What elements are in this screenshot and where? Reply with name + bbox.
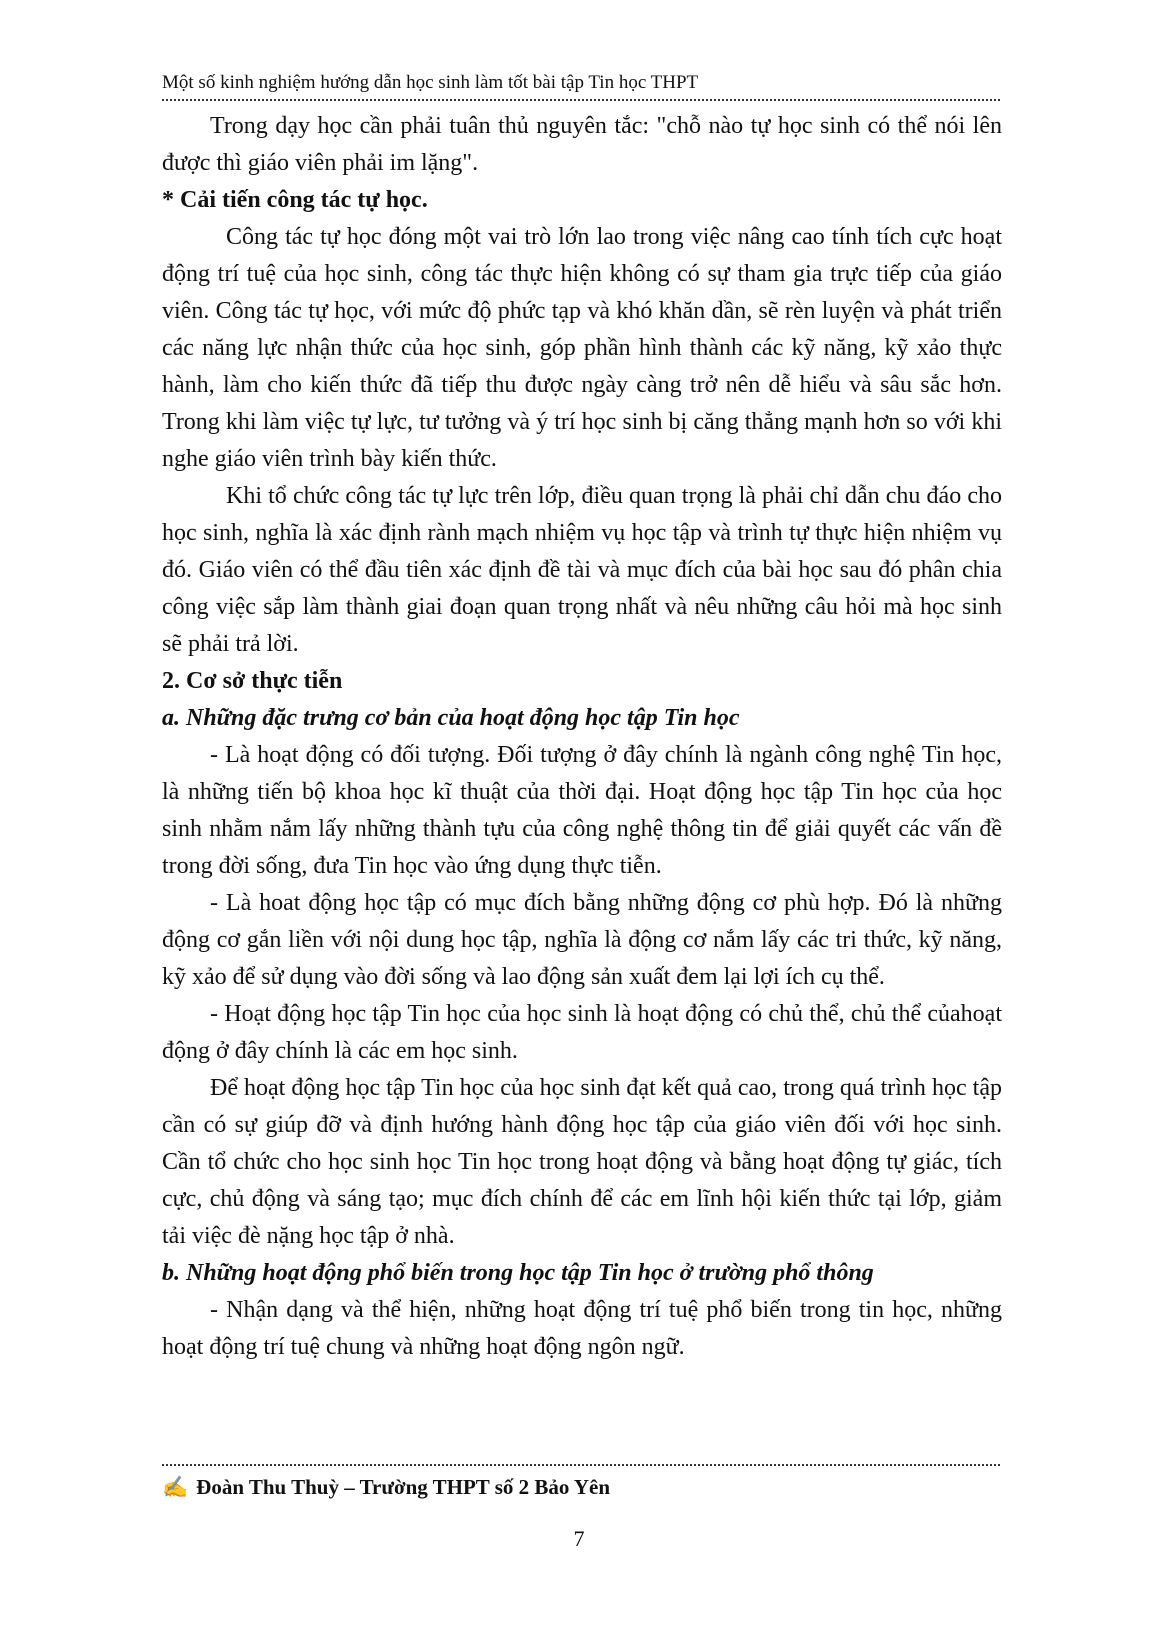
pen-hand-icon: ✍ [162, 1475, 189, 1499]
page-number: 7 [573, 1526, 585, 1551]
subsection-heading: a. Những đặc trưng cơ bản của hoạt động học tập Tin học [162, 705, 740, 731]
paragraph: - Là hoat động học tập có mục đích bằng những động cơ phù hợp. Đó là những động cơ gắn liền với nội dung học tập, nghĩa là động cơ nắm lấy các tri thức, kỹ năng, kỹ xảo để sử dụng vào đời sống và lao động sản xuất đem lại lợi ích cụ thể. [162, 890, 1002, 990]
subsection-heading: b. Những hoạt động phổ biến trong học tập Tin học ở trường phổ thông [162, 1260, 874, 1286]
footer-author [162, 1474, 610, 1500]
paragraph: Trong dạy học cần phải tuân thủ nguyên tắc: "chỗ nào tự học sinh có thể nói lên được thì giáo viên phải im lặng". [162, 113, 1002, 176]
paragraph: Công tác tự học đóng một vai trò lớn lao trong việc nâng cao tính tích cực hoạt động trí tuệ của học sinh, công tác thực hiện không có sự tham gia trực tiếp của giáo viên. Công tác tự học, với mức độ phức tạp và khó khăn dần, sẽ rèn luyện và phát triển các năng lực nhận thức của học sinh, góp phần hình thành các kỹ năng, kỹ xảo thực hành, làm cho kiến thức đã tiếp thu được ngày càng trở nên dễ hiểu và sâu sắc hơn. Trong khi làm việc tự lực, tư tưởng và ý trí học sinh bị căng thẳng mạnh hơn so với khi nghe giáo viên trình bày kiến thức. [162, 224, 1002, 472]
paragraph: - Là hoạt động có đối tượng. Đối tượng ở đây chính là ngành công nghệ Tin học, là những tiến bộ khoa học kĩ thuật của thời đại. Hoạt động học tập Tin học của học sinh nhằm nắm lấy những thành tựu của công nghệ thông tin để giải quyết các vấn đề trong đời sống, đưa Tin học vào ứng dụng thực tiễn. [162, 742, 1002, 879]
running-header: Một số kinh nghiệm hướng dẫn học sinh làm tốt bài tập Tin học THPT [162, 72, 699, 93]
paragraph: - Hoạt động học tập Tin học của học sinh là hoạt động có chủ thể, chủ thể củahoạt động ở đây chính là các em học sinh. [162, 1001, 1002, 1064]
section-heading: 2. Cơ sở thực tiễn [162, 668, 343, 694]
footer-divider [162, 1464, 1000, 1466]
author-text: Đoàn Thu Thuỳ – Trường THPT số 2 Bảo Yên [196, 1475, 611, 1499]
section-heading: * Cải tiến công tác tự học. [162, 187, 428, 213]
paragraph: Để hoạt động học tập Tin học của học sinh đạt kết quả cao, trong quá trình học tập cần có sự giúp đỡ và định hướng hành động học tập của giáo viên đối với học sinh. Cần tổ chức cho học sinh học Tin học trong hoạt động và bằng hoạt động tự giác, tích cực, chủ động và sáng tạo; mục đích chính để các em lĩnh hội kiến thức tại lớp, giảm tải việc đè nặng học tập ở nhà. [162, 1075, 1002, 1249]
page-body [162, 108, 1002, 1366]
header-divider [162, 99, 1000, 101]
paragraph: Khi tổ chức công tác tự lực trên lớp, điều quan trọng là phải chỉ dẫn chu đáo cho học sinh, nghĩa là xác định rành mạch nhiệm vụ học tập và trình tự thực hiện nhiệm vụ đó. Giáo viên có thể đầu tiên xác định đề tài và mục đích của bài học sau đó phân chia công việc sắp làm thành giai đoạn quan trọng nhất và nêu những câu hỏi mà học sinh sẽ phải trả lời. [162, 483, 1002, 657]
paragraph: - Nhận dạng và thể hiện, những hoạt động trí tuệ phổ biến trong tin học, những hoạt động trí tuệ chung và những hoạt động ngôn ngữ. [162, 1297, 1002, 1360]
